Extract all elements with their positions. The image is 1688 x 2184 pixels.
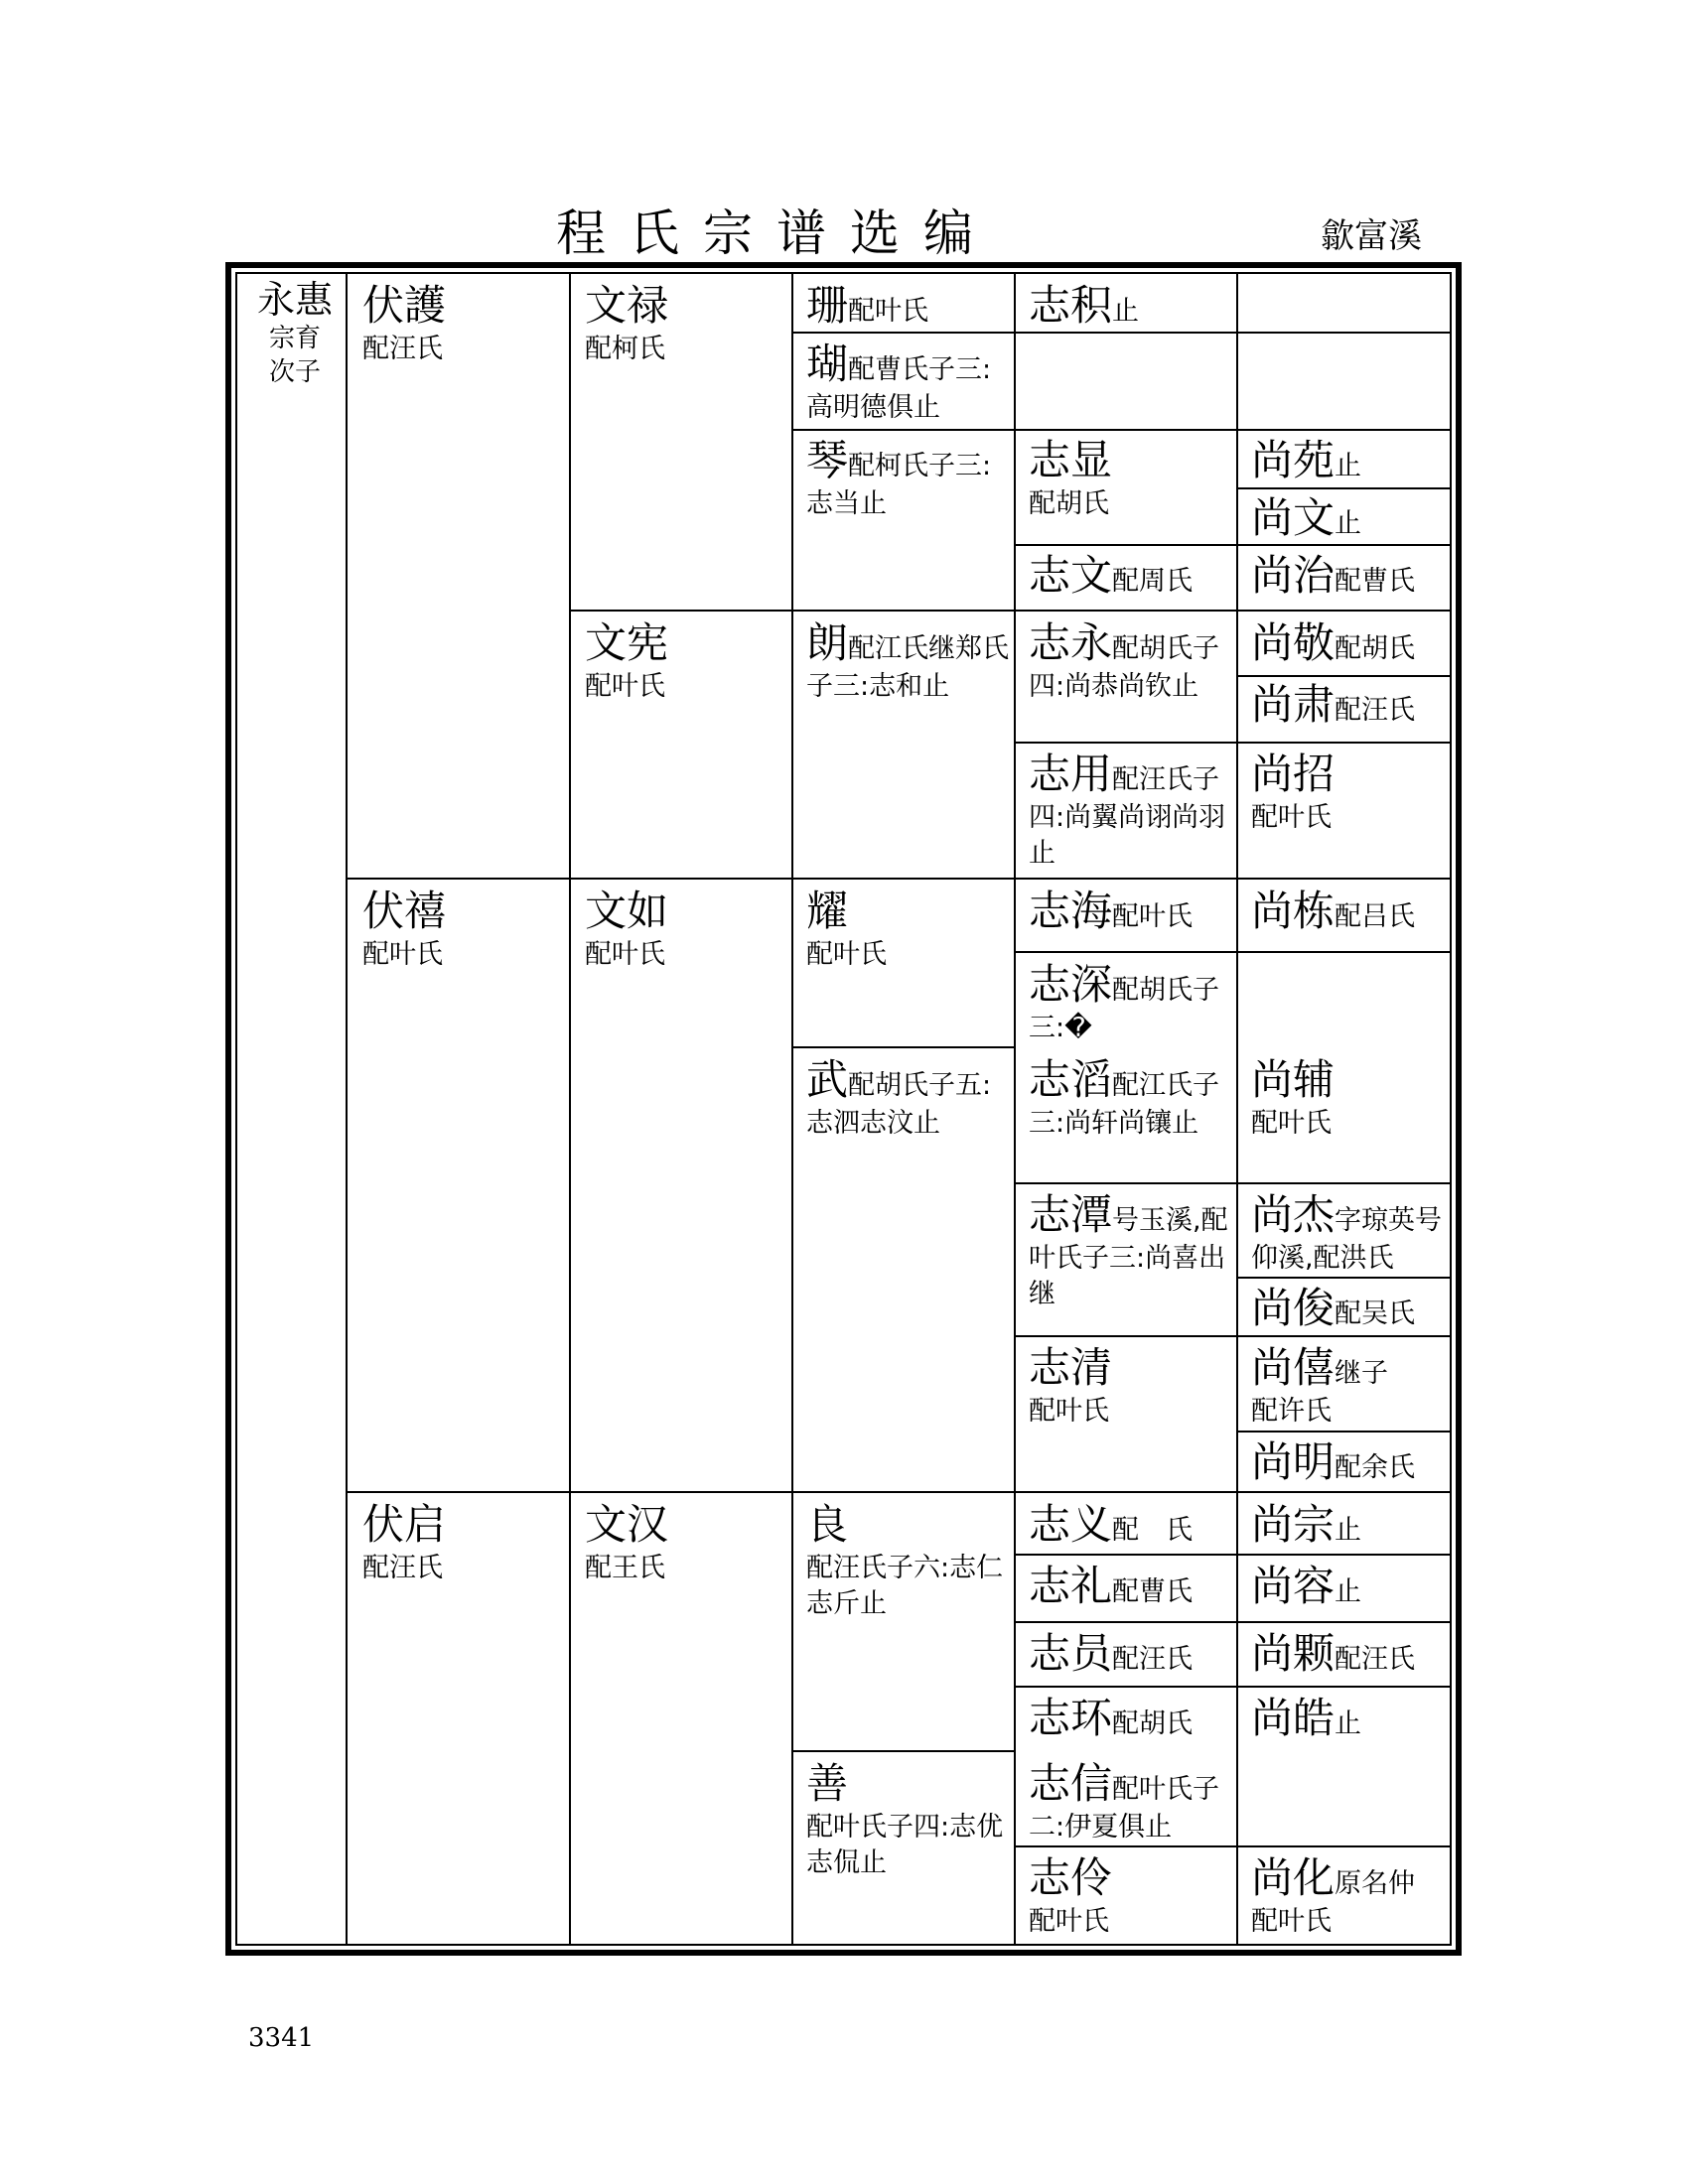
person-note: 配叶氏 [1112, 901, 1194, 932]
person-name: 志义 [1029, 1500, 1113, 1549]
person-note: 配汪氏子四:尚翼尚诩尚羽止 [1029, 764, 1226, 869]
person-name: 伏禧 [362, 887, 447, 935]
gen4-entry [1029, 1852, 1232, 1940]
person-name: 尚明 [1251, 1437, 1336, 1486]
person-name: 尚栋 [1251, 887, 1336, 935]
gen4-entry [1029, 1561, 1232, 1612]
gen5-entry [1251, 617, 1448, 669]
person-note: 配周氏 [1112, 566, 1194, 597]
person-name: 尚宗 [1251, 1500, 1336, 1549]
person-name: 尚辅 [1251, 1055, 1336, 1104]
person-note: 继子 [1335, 1358, 1389, 1389]
person-note: 配汪氏 [362, 1553, 443, 1583]
person-note: 止 [1335, 451, 1362, 481]
gen4-entry [1029, 959, 1232, 1046]
person-name: 武 [806, 1055, 849, 1104]
person-note-2: 配叶氏 [1251, 1906, 1332, 1937]
person-name: 志海 [1029, 887, 1113, 935]
person-name: 文汉 [585, 1500, 669, 1549]
person-name: 志清 [1029, 1343, 1113, 1392]
root-note-1: 宗育 [268, 324, 321, 353]
gen4-entry [1029, 435, 1232, 522]
person-name: 文如 [585, 887, 669, 935]
person-name: 志永 [1029, 618, 1113, 667]
person-name: 尚皓 [1251, 1694, 1336, 1742]
person-name: 珊 [806, 281, 849, 330]
person-name: 伏启 [362, 1500, 447, 1549]
person-name: 耀 [806, 887, 849, 935]
gen5-entry [1251, 1283, 1448, 1334]
person-note: 配吴氏 [1335, 1298, 1416, 1329]
clan-location: 歙富溪 [1321, 216, 1422, 256]
person-name: 尚招 [1251, 750, 1336, 798]
person-note: 配曹氏 [1335, 566, 1416, 597]
person-name: 文禄 [585, 281, 669, 330]
person-note: 配叶氏子二:伊夏俱止 [1029, 1774, 1220, 1843]
person-note: 配曹氏 [1112, 1576, 1194, 1607]
person-name: 文宪 [585, 618, 669, 667]
person-note: 配胡氏子四:尚恭尚钦止 [1029, 633, 1220, 702]
person-name: 伏護 [362, 281, 447, 330]
person-name: 志环 [1029, 1694, 1113, 1742]
gen5-entry [1251, 1436, 1448, 1488]
person-note: 原名仲 [1335, 1868, 1416, 1899]
person-note: 配胡氏子三:� [1029, 975, 1220, 1043]
gen5-entry [1251, 1628, 1448, 1680]
gen5-entry [1251, 886, 1448, 937]
person-name: 善 [806, 1759, 849, 1808]
person-name: 志潭 [1029, 1190, 1113, 1239]
gen4-entry [1029, 1758, 1232, 1845]
person-name: 志滔 [1029, 1055, 1113, 1104]
page-number: 3341 [248, 2023, 315, 2053]
person-name: 志信 [1029, 1759, 1113, 1808]
person-note: 配叶氏 [585, 939, 665, 970]
person-name: 尚敬 [1251, 618, 1336, 667]
gen4-entry [1029, 1693, 1232, 1744]
gen4-entry [1029, 1628, 1232, 1680]
gen5-entry [1251, 1054, 1448, 1142]
person-note: 配叶氏 [1251, 802, 1332, 833]
gen3-entry [806, 1054, 1010, 1142]
person-note: 配汪氏子六:志仁志斤止 [806, 1553, 1004, 1619]
gen1-entry [362, 1499, 561, 1586]
gen2-entry [585, 886, 783, 973]
person-name: 琴 [806, 436, 849, 484]
person-name: 尚颗 [1251, 1629, 1336, 1678]
person-note: 配柯氏子三:志当止 [806, 451, 992, 519]
gen5-entry [1251, 1189, 1448, 1277]
person-note: 配 氏 [1112, 1515, 1194, 1546]
person-note: 配叶氏子四:志优志侃止 [806, 1812, 1004, 1878]
gen5-entry [1251, 492, 1448, 544]
person-note: 配吕氏 [1335, 901, 1416, 932]
person-note: 配叶氏 [1251, 1108, 1332, 1139]
person-note: 字琼英号仰溪,配洪氏 [1251, 1205, 1443, 1274]
gen5-entry [1251, 749, 1448, 836]
person-note: 配汪氏 [1112, 1644, 1194, 1675]
gen3-entry [806, 280, 1010, 332]
person-name: 志积 [1029, 281, 1113, 330]
person-note: 止 [1112, 296, 1140, 327]
person-name: 朗 [806, 618, 849, 667]
gen5-entry [1251, 1342, 1448, 1430]
gen2-entry [585, 1499, 783, 1586]
person-name: 志员 [1029, 1629, 1113, 1678]
gen5-entry [1251, 1561, 1448, 1612]
gen5-entry [1251, 550, 1448, 602]
person-note: 配叶氏 [848, 296, 929, 327]
gen5-entry [1251, 1852, 1448, 1940]
person-note: 配胡氏 [1029, 488, 1109, 519]
person-note: 配曹氏子三:高明德俱止 [806, 354, 992, 423]
person-note: 止 [1335, 1708, 1362, 1739]
person-name: 尚苑 [1251, 436, 1336, 484]
person-name: 尚俊 [1251, 1284, 1336, 1332]
root-name: 永惠 [256, 278, 333, 322]
gen4-entry [1029, 749, 1232, 872]
gen5-entry [1251, 435, 1448, 486]
person-note: 配胡氏 [1112, 1708, 1194, 1739]
person-name: 尚治 [1251, 551, 1336, 600]
gen3-entry [806, 339, 1010, 426]
person-note: 配叶氏 [806, 939, 887, 970]
person-name: 志礼 [1029, 1562, 1113, 1610]
person-name: 尚文 [1251, 493, 1336, 542]
person-note: 配柯氏 [585, 334, 665, 364]
person-note: 配江氏子三:尚轩尚镶止 [1029, 1070, 1220, 1139]
gen5-entry [1251, 1499, 1448, 1551]
gen2-entry [585, 280, 783, 367]
person-note: 配王氏 [585, 1553, 665, 1583]
gen4-entry [1029, 550, 1232, 602]
gen3-entry [806, 1758, 1010, 1881]
gen4-entry [1029, 886, 1232, 937]
gen4-entry [1029, 1189, 1232, 1312]
person-note: 配江氏继郑氏子三:志和止 [806, 633, 1010, 702]
person-name: 尚杰 [1251, 1190, 1336, 1239]
root-ancestor-cell [246, 278, 344, 389]
person-name: 良 [806, 1500, 849, 1549]
person-note-2: 配许氏 [1251, 1396, 1332, 1427]
gen3-entry [806, 886, 1010, 973]
gen5-entry [1251, 1693, 1448, 1744]
person-note: 配余氏 [1335, 1452, 1416, 1483]
person-name: 尚化 [1251, 1853, 1336, 1902]
person-note: 配胡氏子五:志泗志汶止 [806, 1070, 992, 1139]
gen4-entry [1029, 1054, 1232, 1142]
person-name: 志深 [1029, 960, 1113, 1009]
person-name: 尚容 [1251, 1562, 1336, 1610]
person-note: 配叶氏 [1029, 1396, 1109, 1427]
gen4-entry [1029, 1499, 1232, 1551]
gen4-entry [1029, 280, 1232, 332]
gen3-entry [806, 1499, 1010, 1622]
gen4-entry [1029, 617, 1232, 705]
person-note: 配叶氏 [585, 671, 665, 702]
person-name: 瑚 [806, 340, 849, 388]
gen2-entry [585, 617, 783, 705]
page-title: 程氏宗谱选编 [556, 205, 997, 262]
gen4-entry [1029, 1342, 1232, 1430]
person-note: 配叶氏 [1029, 1906, 1109, 1937]
person-note: 配汪氏 [362, 334, 443, 364]
person-note: 配胡氏 [1335, 633, 1416, 664]
person-note: 配叶氏 [362, 939, 443, 970]
person-note: 号玉溪,配叶氏子三:尚喜出继 [1029, 1205, 1228, 1309]
gen5-entry [1251, 679, 1448, 731]
gen3-entry [806, 435, 1010, 522]
person-name: 志伶 [1029, 1853, 1113, 1902]
root-note-2: 次子 [268, 357, 321, 387]
person-name: 尚肃 [1251, 680, 1336, 729]
person-note: 配汪氏 [1335, 1644, 1416, 1675]
person-name: 志用 [1029, 750, 1113, 798]
person-note: 止 [1335, 508, 1362, 539]
person-note: 止 [1335, 1576, 1362, 1607]
person-name: 志显 [1029, 436, 1113, 484]
person-note: 配汪氏 [1335, 695, 1416, 726]
gen1-entry [362, 280, 561, 367]
person-name: 尚僖 [1251, 1343, 1336, 1392]
person-name: 志文 [1029, 551, 1113, 600]
gen3-entry [806, 617, 1010, 705]
person-note: 止 [1335, 1515, 1362, 1546]
gen1-entry [362, 886, 561, 973]
